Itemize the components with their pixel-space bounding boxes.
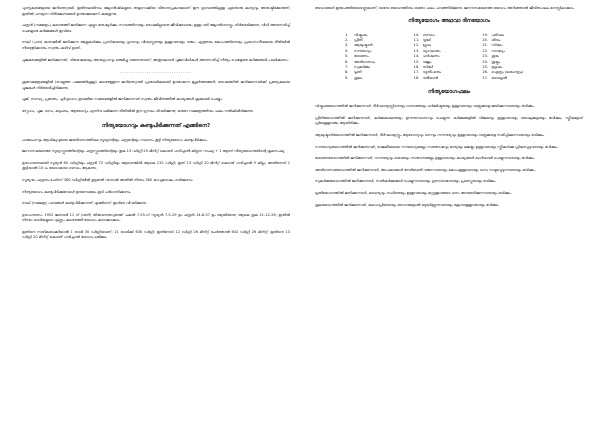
phalam-paragraph: അതിഗണ്ഡയോഗത്തിൽ ജനിക്കുന്നവർ, അപകടങ്ങൾ നേരിടേണ്ടി വരുന്നവരായും കോപമുള്ളവരായും ധനം നഷ്ടപ്പെടുന്നവരായും ഭവിക്കും. (315, 167, 536, 172)
intro-paragraph: നാല് (പാദ) കണക്കിൽ ജനിക്കുന്ന ആളുകൾക്കും പ്രസിദ്ധമായും ഗുണവും വിശ്വസ്തതയും ഉള്ളവരായും വരും; ഏതുതരം കോപത്തിനെയും പ്രശംസനീയമായ രീതിയിൽ നിയന്ത്രിക്കാനും സ്വന്തം കഴിവ് ഉണ്ട്. (22, 40, 290, 50)
yoga-name: ഐന്ദ്രം (മാഹേന്ദ്രം) (491, 70, 524, 75)
intro-paragraph: ചന്ദ്രൻ (നക്ഷത്രം) കണ്ടെത്തി ജനിക്കുന്ന എല്ലാ മനുഷ്യർക്കും സമ്പത്തിനായും ദോഷമില്ലാതെ ജീവിക്കുവാനും ഉള്ള വഴി ജ്യോതിശാസ്ത്രം നിർദേശിക്കുന്നു, വിധി അനുസരിച്ച് ചെയ്യേണ്ട കർമ്മങ്ങൾ ഇവിടെ. (22, 23, 290, 33)
yoga-number: 19. (482, 32, 489, 37)
body-paragraph: ഉദാഹരണമായി സൂര്യൻ 60 ഡിഗ്രിയും ചന്ദ്രൻ 72 ഡിഗ്രിയും ആണെങ്കിൽ ആകെ 132 ഡിഗ്രി; ഇത് 13 ഡിഗ്രി 20 മിനിറ്റ് കൊണ്ട് ഹരിച്ചാൽ 9 കിട്ടും; അതിനോട് 1 കൂട്ടിയാൽ 10-ാം യോഗമായ ഗണ്ഡം ആകുന്നു. (22, 160, 290, 171)
body-paragraph: നിത്യയോഗം കണ്ടുപിടിക്കുമ്പോൾ ഉദയസമയം കൂടി പരിഗണിക്കണം. (22, 189, 132, 194)
phalam-heading: നിത്യയോഗഫലം (428, 89, 470, 96)
yoga-name: ശിവം (491, 38, 501, 42)
yoga-name: ശുക്ലം (491, 59, 501, 64)
yoga-name: വജ്രം (422, 59, 432, 64)
yoga-number: 25. (482, 65, 489, 70)
yoga-number: 23. (482, 54, 489, 59)
intro-paragraph: പുണ്യകരങ്ങളായ ജനിതെറ്റായി, ഇതിനലയിനാം ജ്യോതിഷികളുടെ തയ്യാറാക്കിയ വിതാനപ്രകാരമാണ് ഈ ഗ്രന്ഥത്തിലുള്ള ഏതൊരു കാര്യവും അനുഷ്ഠിക്കേണ്ടത്; ഇതിൽ പറയുന്ന നിരീക്ഷണങ്ങൾ ഉണ്ടാക്കുമെന്ന് കരുതുന്നു. (22, 6, 290, 16)
separator: ................................ (119, 69, 193, 75)
intro-paragraph: യോഗങ്ങൾ ഇരുപത്തിയേഴെണ്ണമാണ്; ഓരോ യോഗത്തിനും ഓരോ ഫലം പറഞ്ഞിരിക്കുന്നു. ജനനസമയത്തെ യോഗം അറിഞ്ഞാൽ ജീവിതഫലം മനസ്സിലാക്കാം. (315, 6, 575, 10)
yoga-name: പ്രീതി (354, 38, 363, 42)
yoga-name: ധ്രുവം (422, 43, 432, 48)
yoga-name: ശൂലം (354, 75, 363, 80)
yoga-name: അതിഗണ്ഡം (354, 59, 376, 64)
yoga-name: പരിഘം (491, 32, 504, 37)
yoga-number: 3. (345, 43, 349, 48)
yoga-number: 20. (482, 38, 489, 42)
section-heading: നിത്യയോഗവും കണ്ടുപിടിക്കുന്നത് എങ്ങിനെ? (101, 122, 211, 129)
body-paragraph: പഞ്ചാംഗവും ആധിക്യവുമായ ജന്മദിവസത്തിലെ സൂര്യന്റെയും ചന്ദ്രന്റെയും സ്ഥാനം കൂട്ടി നിത്യയോഗം കണ്ടുപിടിക്കാം. (22, 137, 208, 142)
yoga-number: 2. (345, 38, 349, 42)
yoga-name: വൈധൃതി (491, 75, 507, 80)
phalam-paragraph: സുകർമ്മയോഗത്തിൽ ജനിക്കുന്നവർ, സൽകർമ്മങ്ങൾ ചെയ്യുന്നവരായും ഗുണവാന്മാരായും പ്രശസ്തരായും ഭവിക്കും. (315, 179, 497, 184)
yoga-name: വിഷ്കംഭം (354, 32, 368, 37)
yoga-name: സൗഭാഗ്യം (354, 48, 372, 53)
yoga-number: 9. (345, 75, 349, 80)
yoga-number: 16. (413, 65, 420, 70)
yoga-number: 8. (345, 70, 349, 75)
yoga-number: 24. (482, 59, 489, 64)
mid-paragraph: സ്നേഹം, പൂജ, ധനം, കുടുംബം, ആരോഗ്യം എന്നിവ ലഭിക്കുന്ന രീതിയിൽ ഈ ഗ്രന്ഥം വിവരിക്കുന്നു; ഓരോ നക്ഷത്രത്തിനും ഫലം നൽകിയിരിക്കുന്നു. (22, 108, 254, 113)
yoga-number: 4. (345, 48, 349, 53)
body-paragraph: സൂര്യനും ചന്ദ്രനും ചേർന്ന് 360 ഡിഗ്രിയിൽ കൂടുതൽ വന്നാൽ അതിൽ നിന്നും 360 കുറച്ചശേഷം ഹരിക്കണം. (22, 177, 194, 182)
yoga-number: 12. (413, 43, 420, 48)
yoga-number: 18. (413, 75, 420, 80)
body-paragraph: ജനനസമയത്തെ സൂര്യസ്ഫുടത്തിന്റെയും ചന്ദ്രസ്ഫുടത്തിന്റെയും തുക 13 ഡിഗ്രി 20 മിനിറ്റ് കൊണ്ട് ഹരിച്ചാൽ കിട്ടുന്ന സംഖ്യ + 1 ആണ് നിത്യയോഗത്തിന്റെ ക്രമസംഖ്യ. (22, 149, 286, 154)
left-column (22, 6, 290, 247)
yoga-number: 7. (345, 65, 349, 70)
yoga-name: ധൃതി (354, 70, 362, 75)
intro-paragraph: പൂജകരങ്ങളിൽ ജനിക്കുന്നത്, വിശേഷമായും അനുഗ്രഹവും ഒരുമിച്ചു വരുന്നതാണ്; അതുകൊണ്ട് പൂജാവിധികൾ അനുസരിച്ച് നിത്യം ചെയ്യേണ്ട കർമ്മങ്ങൾ പാലിക്കണം. (22, 57, 289, 62)
phalam-paragraph: ധൃതിയോഗത്തിൽ ജനിക്കുന്നവർ, ധൈര്യവും സ്ഥിരതയും ഉള്ളവരായും മറ്റുള്ളവരുടെ ധനം അനുഭവിക്കുന്നവരായും ഭവിക്കും. (315, 191, 512, 195)
yoga-number: 26. (482, 70, 489, 75)
yoga-name: സിദ്ധി (422, 65, 434, 70)
right-column (315, 6, 583, 214)
body-paragraph: നാല് (നക്ഷത്ര) പാദങ്ങൾ കണ്ടുപിടിക്കുന്നത് എങ്ങിനെ? ഇവിടെ വിവരിക്കുന്നു. (22, 201, 147, 206)
yoga-name: വ്യതീപാതം (422, 70, 442, 75)
yoga-number: 21. (482, 43, 489, 48)
phalam-paragraph: വിഷ്കംഭയോഗത്തിൽ ജനിക്കുന്നവർ, ദീർഘായുസ്സിനെയും ധനത്തെയും ധർമ്മിഷ്ഠതയും ഉള്ളവരായും ശത്രുക്കളെ ജയിക്കുന്നവരായും ഭവിക്കും. (315, 104, 535, 109)
yoga-name: ശുഭം (491, 54, 499, 59)
yoga-name: സുകർമ്മം (354, 65, 370, 70)
yoga-number: 27. (482, 75, 489, 80)
yoga-name: വരീയാൻ (422, 75, 439, 80)
mid-paragraph: ശുഭനക്ഷത്രങ്ങളിൽ (വെളുത്ത പക്ഷത്തിലുള്ള) കണ്ടെത്തുന്ന ജനിതെറ്റായി പ്രാദേശികമായി ഉണ്ടാകുന്ന മുഹൂർത്തങ്ങൾ; ദോഷത്തിൽ ജനിക്കുന്നവർക്ക് പ്രത്യേകമായ പൂജകൾ നിർദേശിച്ചിരിക്കുന്നു. (22, 80, 290, 90)
phalam-paragraph: ആയുഷ്മാൻയോഗത്തിൽ ജനിക്കുന്നവർ, ദീർഘായുസ്സും ആരോഗ്യവും ധനവും സൗന്ദര്യവും ഉള്ളവരായും ശത്രുക്കളെ നശിപ്പിക്കുന്നവരായും ഭവിക്കും. (315, 133, 545, 138)
mid-paragraph: പൂജ്, സന്ധ്യ, പ്രഭാതം, പൂർവ്വാഹ്നം തുടങ്ങിയ സമയങ്ങളിൽ ജനിക്കുന്നവർ സ്വന്തം ജീവിതത്തിൽ കാര്യങ്ങൾ ക്രമമായി ചെയ്യും. (22, 97, 223, 102)
yoga-name: ഗണ്ഡം (422, 32, 435, 37)
yoga-name: സാദ്ധ്യം (491, 48, 505, 53)
yoga-name: വ്യാഘാതം (422, 48, 441, 53)
yoga-name: ശോഭനം (354, 54, 369, 59)
yoga-table (345, 33, 545, 82)
yoga-number: 1. (345, 32, 349, 37)
yoga-number: 6. (345, 59, 349, 64)
yoga-item (482, 76, 545, 81)
yoga-number: 10. (413, 32, 420, 37)
body-paragraph: ഉദാഹരണം: 1952 ജനുവരി 11 ന് (ശനി) തിരുവനന്തപുരത്ത് പകൽ 7-55-ന് സൂര്യൻ 7-5-29 ഉം ചന്ദ്രൻ 14-6-57 ഉം ആയിരുന്നു; ആകെ തുക 21-12-26; ഇതിൽ നിന്നും രാശികളുടെ എണ്ണം കണ്ടെത്തി യോഗം കണക്കാക്കാം. (22, 212, 290, 223)
yoga-number: 5. (345, 54, 349, 59)
yoga-name: സിദ്ധം (491, 43, 503, 48)
phalam-paragraph: സൗഭാഗ്യയോഗത്തിൽ ജനിക്കുന്നവർ, രാജകീയമായ സൗഭാഗ്യങ്ങളും സന്തോഷവും ഭാര്യയും മക്കളും ഉള്ളവരായും സ്ത്രീകൾക്കു പ്രിയപ്പെട്ടവരായും ഭവിക്കും. (315, 144, 559, 149)
yoga-name: വൃദ്ധി (422, 38, 431, 42)
yoga-name: ആയുഷ്മാൻ (354, 43, 373, 48)
phalam-paragraph: പ്രീതിയോഗത്തിൽ ജനിക്കുന്നവർ, കർമ്മകുശലതയും ഉന്നതസ്ഥാനവും ചെയ്യുന്ന കർമ്മങ്ങളിൽ വിജയവും ഉള്ളവരായും ദയാലുക്കളായും ഭവിക്കും; സ്ത്രീകളോട് പ്രിയമുള്ളവരും ആയിരിക്കും. (315, 115, 583, 126)
yoga-number: 17. (413, 70, 420, 75)
yoga-number: 14. (413, 54, 420, 59)
yoga-name: ഹർഷണം (422, 54, 440, 59)
body-paragraph: ഇതിനെ നാഴികയാക്കിയാൽ 1 രാശി 30 ഡിഗ്രിയാണ്; 21 രാശിക്ക് 630 ഡിഗ്രി; ഇതിനോട് 12 ഡിഗ്രി 26 മിനിറ്റ് ചേർത്താൽ 642 ഡിഗ്രി 26 മിനിറ്റ്; ഇതിനെ 13 ഡിഗ്രി 20 മിനിറ്റ് കൊണ്ട് ഹരിച്ചാൽ യോഗം ലഭിക്കും. (22, 229, 290, 240)
yoga-item (414, 76, 477, 81)
yoga-number: 13. (413, 48, 420, 53)
phalam-paragraph: ശോഭനയോഗത്തിൽ ജനിക്കുന്നവർ, സൗന്ദര്യവും ശോഭയും സന്താനങ്ങളും ഉള്ളവരായും കാര്യങ്ങൾ ഭംഗിയായി ചെയ്യുന്നവരായും ഭവിക്കും. (315, 156, 535, 161)
yoga-table-heading: നിത്യയോഗം അഥവാ ദിനയോഗം (408, 17, 490, 24)
yoga-number: 15. (413, 59, 420, 64)
yoga-number: 11. (413, 38, 420, 42)
yoga-name: ബ്രഹ്മം (491, 65, 503, 70)
phalam-paragraph: ശൂലയോഗത്തിൽ ജനിക്കുന്നവർ, കലഹപ്രിയരായും രോഗങ്ങളാൽ ബുദ്ധിമുട്ടുന്നവരായും ക്രോധമുള്ളവരായും ഭവിക്കും. (315, 202, 500, 207)
yoga-item (345, 76, 408, 81)
yoga-number: 22. (482, 48, 489, 53)
